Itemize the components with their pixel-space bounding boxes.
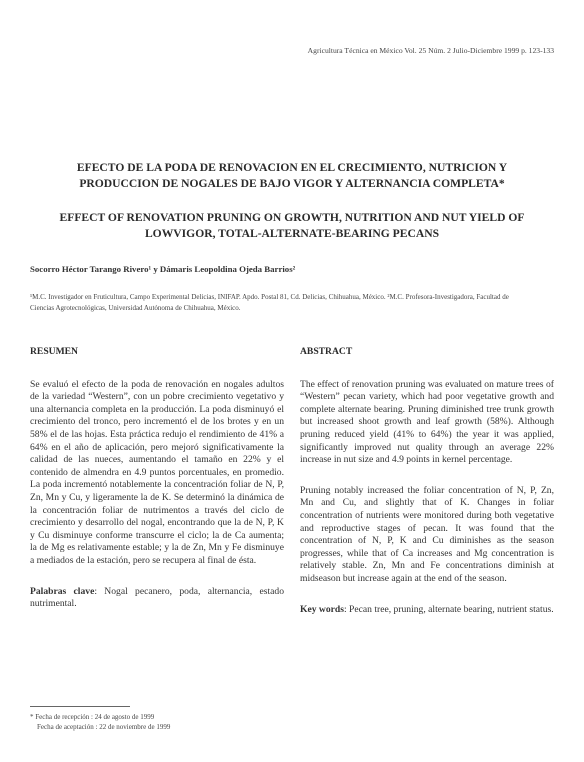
abstract-column [300,346,554,634]
palabras-clave [30,586,284,611]
key-words-label: Key words [300,603,344,615]
resumen-paragraph: Se evaluó el efecto de la poda de renovación en nogales adultos de la variedad “Western”, con un pobre crecimiento vegetativo y una alternancia completa en la producción. La poda disminuyó el crecimiento del tronco, pero incrementó el de los brotes y en un 58% el de las hojas. Esta práctica redujo el rendimiento de 41% a 64% en el año de aplicación, pero mejoró significativamente la calidad de las nueces, aumentando el tamaño en 22% y el contenido de almendra en 4.9 puntos porcentuales, en promedio. La poda incrementó notablemente la concentración foliar de N, P, Zn, Mn y Cu, y ligeramente la de K. Se determinó la dinámica de la concentración foliar de nutrimentos a través del ciclo de crecimiento y desarrollo del nogal, encontrando que la de N, P, K y Cu disminuye conforme transcurre el ciclo; la de Ca aumenta; la de Mg es relativamente estable; y la de Zn, Mn y Fe disminuye a mediados de la estación, pero se recupera al final de ésta. [30,378,284,566]
title-spanish-line-2: PRODUCCION DE NOGALES DE BAJO VIGOR Y ALTERNANCIA COMPLETA* [79,177,505,190]
affiliations [30,292,562,314]
footnote-received-date: * Fecha de recepción : 24 de agosto de 1999 [30,713,155,721]
affiliation-line-2: Ciencias Agrotecnológicas, Universidad Autónoma de Chihuahua, México. [30,304,241,312]
footnote-accepted-date: Fecha de aceptación : 22 de noviembre de 1999 [37,723,171,731]
authors: Socorro Héctor Tarango Rivero¹ y Dámaris Leopoldina Ojeda Barrios² [30,264,296,274]
resumen-column [30,346,284,629]
key-words [300,604,554,617]
title-spanish-line-1: EFECTO DE LA PODA DE RENOVACION EN EL CRECIMIENTO, NUTRICION Y [76,161,508,174]
abstract-heading: ABSTRACT [300,346,353,357]
title-spanish [30,160,554,192]
palabras-clave-text: : Nogal pecanero, poda, alternancia, estado nutrimental. [30,585,284,610]
title-english-line-2: LOWVIGOR, TOTAL-ALTERNATE-BEARING PECANS [144,227,440,240]
affiliation-line-1: ¹M.C. Investigador en Fruticultura, Campo Experimental Delicias, INIFAP. Apdo. Postal 81, Cd. Delicias, Chihuahua, México. ²M.C. Profesora-Investigadora, Facultad de [30,293,509,301]
abstract-paragraph-2: Pruning notably increased the foliar concentration of N, P, Zn, Mn and Cu, and slightly that of K. Changes in foliar concentration of nutrients were monitored during both vegetative and reproductive stages of pecan. It was found that the concentration of N, P, K and Cu diminishes as the season progresses, while that of Ca increases and Mg concentration is relatively stable. Zn, Mn and Fe concentrations diminish at midseason but increase again at the end of the season. [300,484,554,584]
palabras-clave-label: Palabras clave [30,585,95,597]
footnote-divider [30,706,130,707]
resumen-heading: RESUMEN [30,346,78,357]
abstract-paragraph-1: The effect of renovation pruning was evaluated on mature trees of “Western” pecan variety, which had poor vegetative growth and complete alternate bearing. Pruning diminished tree trunk growth but increased shoot growth and leaf growth (58%). Although pruning reduced yield (41% to 64%) the year it was applied, significantly improved nut quality through an average 22% increase in nut size and 4.9 points in kernel percentage. [300,378,554,466]
title-english-line-1: EFFECT OF RENOVATION PRUNING ON GROWTH, NUTRITION AND NUT YIELD OF [59,211,525,224]
title-english [30,210,554,242]
journal-citation: Agricultura Técnica en México Vol. 25 Núm. 2 Julio-Diciembre 1999 p. 123-133 [307,46,554,55]
footnote [30,712,170,732]
key-words-text: : Pecan tree, pruning, alternate bearing, nutrient status. [343,603,554,615]
